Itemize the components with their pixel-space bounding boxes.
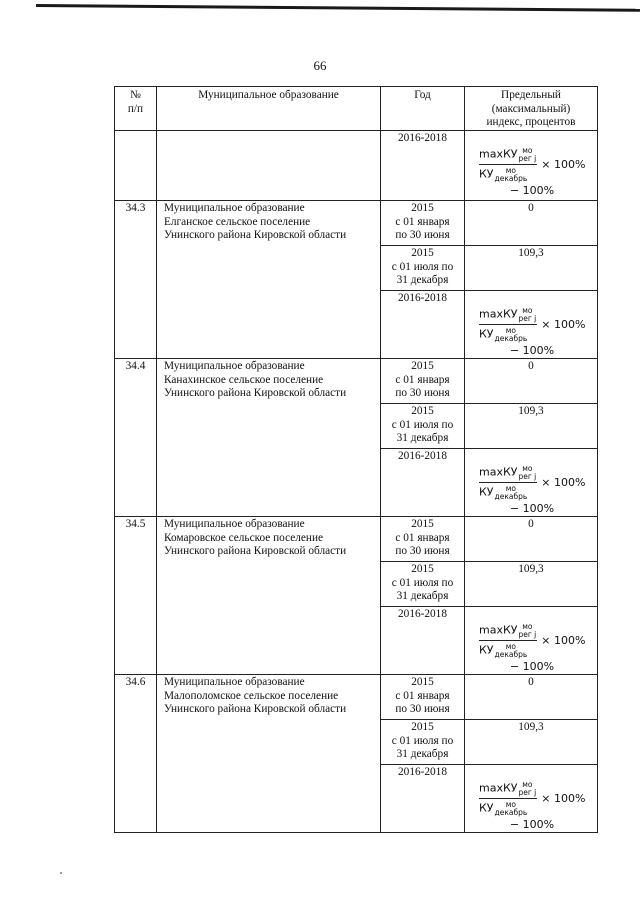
index-formula	[479, 781, 597, 816]
table-row-continuation	[115, 131, 598, 201]
formula-times: × 100%	[541, 317, 586, 331]
formula-times: × 100%	[541, 157, 586, 171]
index-formula	[479, 465, 597, 500]
formula-denom-sup: мо	[505, 484, 516, 493]
cell-index: 0	[465, 359, 598, 404]
header-num: № п/п	[115, 87, 157, 131]
cell-index: 0	[465, 517, 598, 562]
table-row	[115, 675, 598, 720]
cell-municipality: Муниципальное образование Елганское сельское поселение Унинского района Кировской области	[157, 201, 381, 359]
cell-year: 2015 с 01 июля по 31 декабря	[381, 562, 465, 607]
cell-municipality: Муниципальное образование Комаровское сельское поселение Унинского района Кировской области	[157, 517, 381, 675]
formula-fraction	[479, 623, 537, 658]
formula-fraction	[479, 781, 537, 816]
cell-index: 109,3	[465, 720, 598, 765]
cell-num: 34.3	[115, 201, 157, 359]
cell-year: 2015 с 01 июля по 31 декабря	[381, 246, 465, 291]
cell-index-formula	[465, 449, 598, 517]
formula-denom-sub: декабрь	[494, 491, 528, 501]
cell-year: 2015 с 01 января по 30 июня	[381, 201, 465, 246]
tariff-index-table	[114, 86, 598, 833]
formula-denom-sub: декабрь	[494, 649, 528, 659]
formula-denom-base: КУ	[479, 167, 494, 181]
formula-denom-sup: мо	[505, 642, 516, 651]
cell-num: 34.6	[115, 675, 157, 833]
cell-index: 0	[465, 201, 598, 246]
cell-index-formula	[465, 607, 598, 675]
formula-numer-base: maxКУ	[479, 781, 518, 795]
formula-denom-base: КУ	[479, 801, 494, 815]
cell-municipality: Муниципальное образование Канахинское сельское поселение Унинского района Кировской области	[157, 359, 381, 517]
formula-times: × 100%	[541, 475, 586, 489]
cell-year: 2016-2018	[381, 607, 465, 675]
formula-numer-sub: рег j	[518, 471, 537, 481]
formula-denom-base: КУ	[479, 485, 494, 499]
cell-index-formula	[465, 131, 598, 201]
header-index: Предельный (максимальный) индекс, процентов	[465, 87, 598, 131]
header-year: Год	[381, 87, 465, 131]
formula-numer-sub: рег j	[518, 313, 537, 323]
cell-num	[115, 131, 157, 201]
formula-numer-sub: рег j	[518, 153, 537, 163]
cell-index: 109,3	[465, 246, 598, 291]
cell-num: 34.5	[115, 517, 157, 675]
cell-index-formula	[465, 291, 598, 359]
formula-minus: − 100%	[509, 344, 555, 357]
index-formula	[479, 147, 597, 182]
cell-year: 2015 с 01 января по 30 июня	[381, 675, 465, 720]
formula-times: × 100%	[541, 791, 586, 805]
table-body	[115, 131, 598, 833]
formula-numer-sub: рег j	[518, 629, 537, 639]
cell-year: 2016-2018	[381, 765, 465, 833]
cell-year: 2015 с 01 января по 30 июня	[381, 359, 465, 404]
top-border-line	[36, 4, 640, 12]
header-municipality: Муниципальное образование	[157, 87, 381, 131]
formula-numer-sup: мо	[522, 306, 533, 315]
formula-denominator	[479, 325, 527, 342]
cell-index: 109,3	[465, 404, 598, 449]
cell-index: 109,3	[465, 562, 598, 607]
formula-denom-sup: мо	[505, 326, 516, 335]
table-row	[115, 201, 598, 246]
table-row	[115, 359, 598, 404]
formula-denominator	[479, 799, 527, 816]
formula-numerator	[479, 307, 537, 325]
cell-year: 2016-2018	[381, 131, 465, 201]
formula-denom-sub: декабрь	[494, 173, 528, 183]
formula-numer-sup: мо	[522, 622, 533, 631]
formula-minus: − 100%	[509, 502, 555, 515]
cell-num: 34.4	[115, 359, 157, 517]
cell-year: 2016-2018	[381, 449, 465, 517]
table-row	[115, 517, 598, 562]
formula-denom-sup: мо	[505, 166, 516, 175]
formula-numerator	[479, 781, 537, 799]
page-number: 66	[313, 58, 327, 73]
formula-numer-base: maxКУ	[479, 307, 518, 321]
formula-numerator	[479, 147, 537, 165]
formula-numer-base: maxКУ	[479, 623, 518, 637]
cell-year: 2015 с 01 июля по 31 декабря	[381, 404, 465, 449]
formula-numer-base: maxКУ	[479, 465, 518, 479]
formula-numerator	[479, 465, 537, 483]
cell-municipality: Муниципальное образование Малополомское сельское поселение Унинского района Кировской области	[157, 675, 381, 833]
formula-denominator	[479, 165, 527, 182]
index-formula	[479, 623, 597, 658]
formula-fraction	[479, 465, 537, 500]
formula-numer-sub: рег j	[518, 787, 537, 797]
formula-fraction	[479, 307, 537, 342]
formula-denom-base: КУ	[479, 643, 494, 657]
formula-denom-base: КУ	[479, 327, 494, 341]
formula-minus: − 100%	[509, 660, 555, 673]
formula-denom-sub: декабрь	[494, 807, 528, 817]
formula-denom-sup: мо	[505, 800, 516, 809]
cell-index-formula	[465, 765, 598, 833]
formula-denom-sub: декабрь	[494, 333, 528, 343]
index-formula	[479, 307, 597, 342]
formula-numerator	[479, 623, 537, 641]
table-header-row	[115, 87, 598, 131]
formula-numer-sup: мо	[522, 780, 533, 789]
cell-year: 2015 с 01 июля по 31 декабря	[381, 720, 465, 765]
cell-year: 2015 с 01 января по 30 июня	[381, 517, 465, 562]
cell-year: 2016-2018	[381, 291, 465, 359]
formula-minus: − 100%	[509, 818, 555, 831]
formula-denominator	[479, 641, 527, 658]
formula-fraction	[479, 147, 537, 182]
scan-speck	[60, 872, 62, 874]
formula-numer-sup: мо	[522, 464, 533, 473]
formula-times: × 100%	[541, 633, 586, 647]
formula-numer-sup: мо	[522, 146, 533, 155]
cell-municipality	[157, 131, 381, 201]
formula-denominator	[479, 483, 527, 500]
formula-minus: − 100%	[509, 184, 555, 197]
cell-index: 0	[465, 675, 598, 720]
formula-numer-base: maxКУ	[479, 147, 518, 161]
